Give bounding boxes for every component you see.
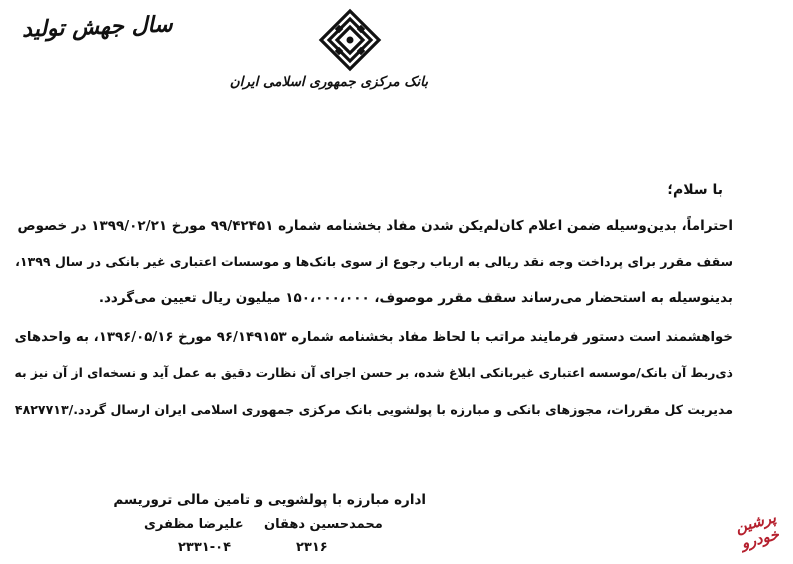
signer-code: ۲۳۳۱-۰۴: [178, 540, 232, 555]
letter-greeting: با سلام؛: [667, 182, 723, 198]
signer-name: محمدحسین دهقان: [264, 517, 383, 532]
watermark-logo: پرشین خودرو: [733, 508, 781, 553]
letter-line: احتراماً، بدین‌وسیله ضمن اعلام کان‌لم‌یکن شدن مفاد بخشنامه شماره ۹۹/۴۲۴۵۱ مورخ ۱۳۹۹/۰۲/۲۱ در خصوص: [17, 218, 733, 234]
letter-line: ذی‌ربط آن بانک/موسسه اعتباری غیربانکی ابلاغ شده، بر حسن اجرای آن نظارت دقیق به عمل آید و نسخه‌ای از آن نیز به: [14, 366, 733, 380]
bank-name: بانک مرکزی جمهوری اسلامی ایران: [229, 74, 428, 90]
letter-line: بدینوسیله به استحضار می‌رساند سقف مقرر موصوف، ۱۵۰،۰۰۰،۰۰۰ میلیون ریال تعیین می‌گردد.: [98, 290, 733, 306]
letter-line: خواهشمند است دستور فرمایند مراتب با لحاظ مفاد بخشنامه شماره ۹۶/۱۴۹۱۵۳ مورخ ۱۳۹۶/۰۵/۱۶، به واحدهای: [14, 330, 733, 345]
signer-name: علیرضا مظفری: [144, 517, 244, 532]
signer-code: ۲۳۱۶: [296, 540, 328, 555]
central-bank-emblem-icon: [318, 8, 382, 72]
year-motto: سال جهش تولید: [21, 11, 174, 43]
signature-office: اداره مبارزه با پولشویی و تامین مالی تروریسم: [113, 492, 426, 508]
letter-line: سقف مقرر برای پرداخت وجه نقد ریالی به ارباب رجوع از سوی بانک‌ها و موسسات اعتباری غیر بانکی در سال ۱۳۹۹،: [15, 254, 733, 269]
letter-line: مدیریت کل مقررات، مجوزهای بانکی و مبارزه با پولشویی بانک مرکزی جمهوری اسلامی ایران ارسال گردد./۴۸۲۷۷۱۳: [14, 402, 733, 417]
